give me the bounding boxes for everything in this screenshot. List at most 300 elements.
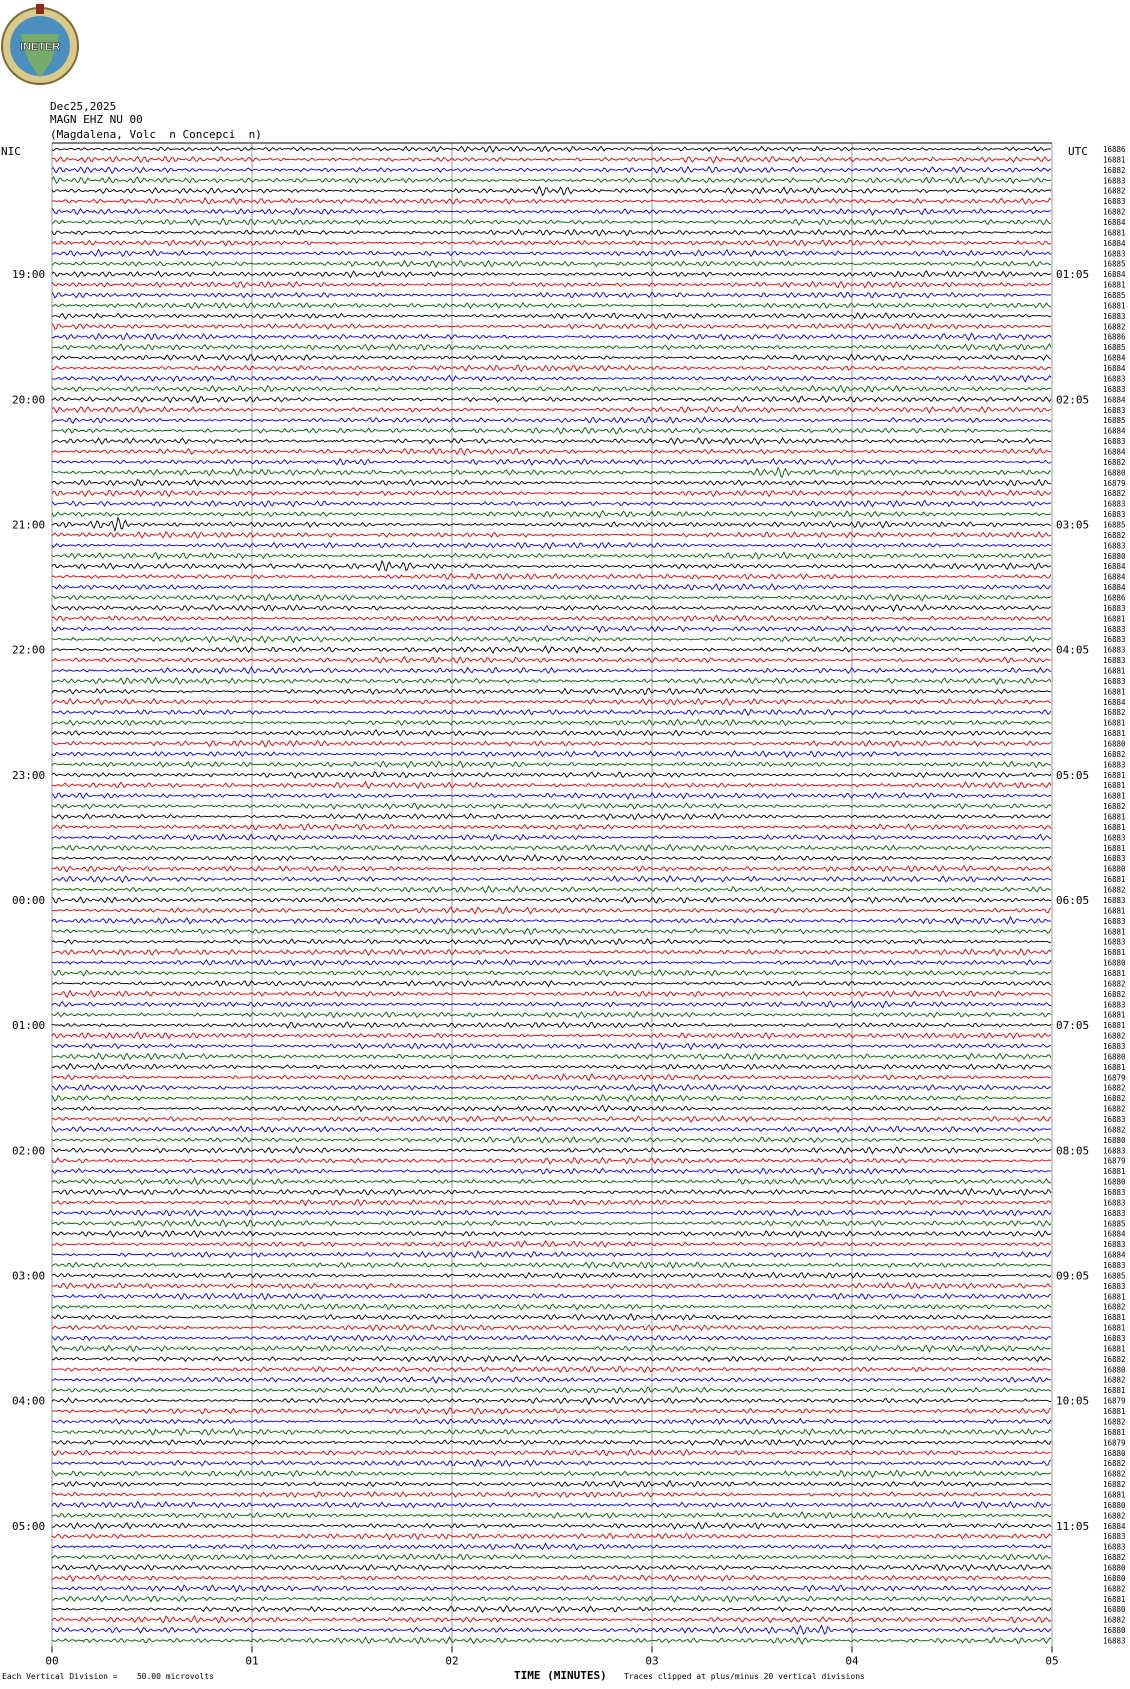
- row-end-label-78: 16880: [1103, 958, 1126, 968]
- row-end-label-140: 16880: [1103, 1605, 1126, 1615]
- row-end-label-42: 16884: [1103, 583, 1126, 593]
- row-end-label-58: 16882: [1103, 749, 1126, 759]
- row-end-label-128: 16882: [1103, 1480, 1126, 1490]
- left-hour-label-9: 04:00: [12, 1394, 46, 1408]
- row-end-label-37: 16882: [1103, 530, 1126, 540]
- trace-row-32: [52, 479, 1051, 485]
- trace-row-1: [52, 156, 1051, 163]
- row-end-label-59: 16883: [1103, 760, 1126, 770]
- row-end-label-99: 16880: [1103, 1177, 1126, 1187]
- right-hour-label-5: 06:05: [1056, 893, 1090, 907]
- row-end-label-34: 16883: [1103, 499, 1126, 509]
- row-end-label-68: 16883: [1103, 854, 1126, 864]
- trace-row-57: [52, 741, 1051, 747]
- row-end-label-13: 16881: [1103, 280, 1126, 290]
- trace-row-43: [52, 594, 1051, 600]
- trace-row-51: [52, 678, 1051, 684]
- row-end-label-88: 16881: [1103, 1062, 1126, 1072]
- row-end-label-52: 16881: [1103, 687, 1126, 697]
- row-end-label-84: 16881: [1103, 1021, 1126, 1031]
- ineter-logo: [0, 0, 100, 90]
- trace-row-13: [52, 282, 1051, 288]
- row-end-label-91: 16882: [1103, 1094, 1126, 1104]
- row-end-label-57: 16880: [1103, 739, 1126, 749]
- trace-row-73: [52, 907, 1051, 914]
- trace-row-83: [52, 1012, 1051, 1018]
- trace-row-123: [52, 1429, 1051, 1436]
- trace-row-63: [52, 803, 1051, 809]
- row-end-label-3: 16883: [1103, 176, 1126, 186]
- logo-text: INETER: [19, 41, 61, 53]
- row-end-label-36: 16885: [1103, 520, 1126, 530]
- record-date: Dec25,2025: [50, 100, 117, 113]
- trace-row-90: [52, 1084, 1051, 1091]
- trace-row-46: [52, 626, 1051, 632]
- row-end-label-85: 16882: [1103, 1031, 1126, 1041]
- trace-row-86: [52, 1043, 1051, 1049]
- row-end-label-105: 16883: [1103, 1240, 1126, 1250]
- left-hour-label-8: 03:00: [12, 1269, 46, 1283]
- row-end-label-2: 16882: [1103, 165, 1126, 175]
- trace-row-95: [52, 1137, 1051, 1143]
- right-timezone-label: UTC: [1068, 145, 1088, 158]
- row-end-label-22: 16883: [1103, 374, 1126, 384]
- right-hour-label-8: 09:05: [1056, 1269, 1090, 1283]
- trace-row-65: [52, 824, 1051, 830]
- row-end-label-89: 16879: [1103, 1073, 1126, 1083]
- row-end-label-24: 16884: [1103, 395, 1126, 405]
- trace-row-64: [52, 814, 1051, 820]
- row-end-label-29: 16884: [1103, 447, 1126, 457]
- trace-row-119: [52, 1387, 1051, 1393]
- left-hour-label-0: 19:00: [12, 268, 46, 282]
- trace-row-127: [52, 1470, 1051, 1477]
- row-end-label-127: 16882: [1103, 1469, 1126, 1479]
- trace-row-78: [52, 960, 1051, 966]
- trace-row-38: [52, 543, 1051, 549]
- trace-row-105: [52, 1241, 1051, 1247]
- row-end-label-109: 16883: [1103, 1281, 1126, 1291]
- row-end-label-96: 16883: [1103, 1146, 1126, 1156]
- row-end-label-18: 16886: [1103, 332, 1126, 342]
- trace-row-16: [52, 313, 1051, 319]
- right-hour-label-3: 04:05: [1056, 643, 1090, 657]
- trace-row-89: [52, 1074, 1051, 1081]
- row-end-label-26: 16885: [1103, 416, 1126, 426]
- trace-row-45: [52, 615, 1051, 621]
- right-hour-label-10: 11:05: [1056, 1519, 1090, 1533]
- trace-row-96: [52, 1147, 1051, 1154]
- row-end-label-139: 16881: [1103, 1594, 1126, 1604]
- row-end-label-119: 16881: [1103, 1386, 1126, 1396]
- trace-row-117: [52, 1367, 1051, 1373]
- row-end-label-61: 16881: [1103, 781, 1126, 791]
- row-end-label-138: 16882: [1103, 1584, 1126, 1594]
- row-end-label-74: 16883: [1103, 916, 1126, 926]
- trace-row-74: [52, 917, 1051, 924]
- row-end-label-32: 16879: [1103, 478, 1126, 488]
- row-end-label-134: 16883: [1103, 1542, 1126, 1552]
- trace-row-49: [52, 657, 1051, 663]
- row-end-label-33: 16882: [1103, 489, 1126, 499]
- x-axis: [45, 1646, 1058, 1667]
- row-end-label-44: 16883: [1103, 603, 1126, 613]
- trace-row-44: [52, 605, 1051, 611]
- row-end-label-115: 16881: [1103, 1344, 1126, 1354]
- trace-row-36: [52, 518, 1051, 531]
- trace-row-25: [52, 407, 1051, 413]
- trace-row-88: [52, 1063, 1051, 1069]
- trace-row-101: [52, 1199, 1051, 1205]
- row-end-label-51: 16883: [1103, 676, 1126, 686]
- trace-row-35: [52, 511, 1051, 518]
- trace-row-141: [52, 1616, 1051, 1623]
- row-end-label-40: 16884: [1103, 562, 1126, 572]
- row-end-label-25: 16883: [1103, 405, 1126, 415]
- trace-row-60: [52, 772, 1051, 778]
- row-end-label-142: 16880: [1103, 1626, 1126, 1636]
- row-end-label-64: 16881: [1103, 812, 1126, 822]
- trace-row-67: [52, 845, 1051, 851]
- trace-row-61: [52, 782, 1051, 789]
- row-end-label-87: 16880: [1103, 1052, 1126, 1062]
- trace-row-103: [52, 1220, 1051, 1227]
- trace-row-93: [52, 1116, 1051, 1122]
- trace-row-121: [52, 1408, 1051, 1414]
- trace-row-94: [52, 1126, 1051, 1132]
- trace-row-33: [52, 490, 1051, 496]
- trace-row-140: [52, 1606, 1051, 1613]
- row-end-label-15: 16881: [1103, 301, 1126, 311]
- trace-row-138: [52, 1585, 1051, 1592]
- trace-row-106: [52, 1251, 1051, 1258]
- trace-row-18: [52, 333, 1051, 340]
- left-hour-label-2: 21:00: [12, 518, 46, 532]
- trace-row-82: [52, 1001, 1051, 1008]
- row-end-label-83: 16881: [1103, 1010, 1126, 1020]
- trace-row-24: [52, 396, 1051, 403]
- row-end-label-60: 16881: [1103, 770, 1126, 780]
- trace-row-77: [52, 949, 1051, 955]
- row-end-label-118: 16882: [1103, 1375, 1126, 1385]
- row-end-label-65: 16881: [1103, 822, 1126, 832]
- trace-row-58: [52, 751, 1051, 758]
- row-end-label-130: 16880: [1103, 1500, 1126, 1510]
- row-end-label-63: 16882: [1103, 802, 1126, 812]
- trace-row-113: [52, 1325, 1051, 1331]
- trace-row-111: [52, 1304, 1051, 1310]
- row-end-label-81: 16882: [1103, 989, 1126, 999]
- right-hour-label-2: 03:05: [1056, 518, 1090, 532]
- row-end-label-49: 16883: [1103, 656, 1126, 666]
- row-end-label-43: 16886: [1103, 593, 1126, 603]
- row-end-label-117: 16880: [1103, 1365, 1126, 1375]
- row-end-label-122: 16882: [1103, 1417, 1126, 1427]
- trace-row-19: [52, 344, 1051, 350]
- trace-row-80: [52, 981, 1051, 987]
- row-end-label-50: 16881: [1103, 666, 1126, 676]
- row-end-label-4: 16882: [1103, 186, 1126, 196]
- row-end-label-106: 16884: [1103, 1250, 1126, 1260]
- trace-row-7: [52, 218, 1051, 225]
- row-end-label-125: 16880: [1103, 1448, 1126, 1458]
- x-tick-label-04: 04: [845, 1654, 859, 1668]
- row-end-label-111: 16882: [1103, 1302, 1126, 1312]
- trace-row-76: [52, 939, 1051, 945]
- trace-row-27: [52, 428, 1051, 434]
- right-hour-label-1: 02:05: [1056, 393, 1090, 407]
- trace-row-104: [52, 1231, 1051, 1237]
- trace-row-129: [52, 1492, 1051, 1498]
- row-end-label-56: 16881: [1103, 729, 1126, 739]
- row-end-label-0: 16886: [1103, 145, 1126, 154]
- row-end-label-94: 16882: [1103, 1125, 1126, 1135]
- vertical-division-note: Each Vertical Division = 50.00 microvolts: [2, 1672, 214, 1681]
- row-end-label-14: 16885: [1103, 291, 1126, 301]
- trace-row-17: [52, 324, 1051, 330]
- left-timezone-label: NIC: [1, 145, 21, 158]
- row-end-label-73: 16881: [1103, 906, 1126, 916]
- trace-row-134: [52, 1543, 1051, 1549]
- row-end-label-47: 16883: [1103, 635, 1126, 645]
- row-end-label-23: 16883: [1103, 384, 1126, 394]
- trace-row-87: [52, 1053, 1051, 1059]
- trace-row-11: [52, 261, 1051, 267]
- row-end-label-20: 16884: [1103, 353, 1126, 363]
- trace-row-9: [52, 240, 1051, 246]
- row-end-label-7: 16884: [1103, 218, 1126, 228]
- trace-row-68: [52, 855, 1051, 861]
- row-end-label-126: 16882: [1103, 1459, 1126, 1469]
- trace-row-102: [52, 1210, 1051, 1216]
- trace-row-28: [52, 438, 1051, 444]
- row-end-label-114: 16883: [1103, 1334, 1126, 1344]
- trace-row-130: [52, 1502, 1051, 1508]
- left-hour-label-10: 05:00: [12, 1519, 46, 1533]
- row-end-label-141: 16882: [1103, 1615, 1126, 1625]
- row-end-label-69: 16880: [1103, 864, 1126, 874]
- row-end-label-97: 16879: [1103, 1156, 1126, 1166]
- row-end-label-133: 16883: [1103, 1532, 1126, 1542]
- clipping-note: Traces clipped at plus/minus 20 vertical divisions: [624, 1672, 865, 1681]
- row-end-label-95: 16880: [1103, 1135, 1126, 1145]
- trace-row-128: [52, 1481, 1051, 1487]
- row-end-label-70: 16881: [1103, 875, 1126, 885]
- trace-row-79: [52, 970, 1051, 976]
- row-end-label-132: 16884: [1103, 1521, 1126, 1531]
- row-end-label-19: 16885: [1103, 343, 1126, 353]
- row-end-label-124: 16879: [1103, 1438, 1126, 1448]
- left-hour-label-7: 02:00: [12, 1144, 46, 1158]
- row-end-label-48: 16883: [1103, 645, 1126, 655]
- x-tick-label-03: 03: [645, 1654, 659, 1668]
- row-end-label-1: 16881: [1103, 155, 1126, 165]
- left-hour-label-5: 00:00: [12, 893, 46, 907]
- trace-row-8: [52, 230, 1051, 236]
- trace-row-71: [52, 886, 1051, 893]
- right-hour-label-7: 08:05: [1056, 1144, 1090, 1158]
- trace-row-15: [52, 303, 1051, 309]
- trace-row-124: [52, 1440, 1051, 1446]
- x-tick-label-01: 01: [245, 1654, 259, 1668]
- trace-row-136: [52, 1565, 1051, 1571]
- trace-row-131: [52, 1512, 1051, 1518]
- row-end-label-135: 16882: [1103, 1553, 1126, 1563]
- trace-row-50: [52, 667, 1051, 673]
- row-end-label-79: 16881: [1103, 968, 1126, 978]
- trace-row-41: [52, 573, 1051, 579]
- row-end-label-102: 16883: [1103, 1208, 1126, 1218]
- left-hour-label-4: 23:00: [12, 768, 46, 782]
- row-end-label-108: 16885: [1103, 1271, 1126, 1281]
- row-end-label-103: 16885: [1103, 1219, 1126, 1229]
- trace-row-72: [52, 897, 1051, 903]
- x-tick-label-02: 02: [445, 1654, 459, 1668]
- row-end-label-12: 16884: [1103, 270, 1126, 280]
- row-end-label-120: 16879: [1103, 1396, 1126, 1406]
- row-end-label-27: 16884: [1103, 426, 1126, 436]
- trace-row-91: [52, 1095, 1051, 1101]
- row-end-label-11: 16885: [1103, 259, 1126, 269]
- row-end-label-35: 16883: [1103, 510, 1126, 520]
- row-end-label-8: 16881: [1103, 228, 1126, 238]
- trace-row-23: [52, 386, 1051, 393]
- trace-rows: [52, 146, 1051, 1644]
- row-end-label-9: 16884: [1103, 238, 1126, 248]
- trace-row-75: [52, 929, 1051, 935]
- trace-row-137: [52, 1575, 1051, 1581]
- trace-row-108: [52, 1272, 1051, 1278]
- row-end-label-112: 16881: [1103, 1313, 1126, 1323]
- trace-row-62: [52, 793, 1051, 799]
- row-end-label-131: 16882: [1103, 1511, 1126, 1521]
- row-end-label-72: 16883: [1103, 895, 1126, 905]
- trace-row-99: [52, 1178, 1051, 1184]
- row-end-label-53: 16884: [1103, 697, 1126, 707]
- trace-row-14: [52, 292, 1051, 298]
- station-code: MAGN EHZ NU 00: [50, 113, 143, 126]
- right-hour-label-4: 05:05: [1056, 768, 1090, 782]
- row-end-label-67: 16881: [1103, 843, 1126, 853]
- trace-row-5: [52, 198, 1051, 204]
- trace-row-135: [52, 1554, 1051, 1560]
- row-end-label-28: 16883: [1103, 437, 1126, 447]
- trace-row-109: [52, 1283, 1051, 1289]
- row-end-label-21: 16884: [1103, 364, 1126, 374]
- trace-row-100: [52, 1189, 1051, 1195]
- trace-row-40: [52, 561, 1051, 570]
- row-end-label-82: 16883: [1103, 1000, 1126, 1010]
- trace-row-126: [52, 1460, 1051, 1466]
- row-end-label-143: 16883: [1103, 1636, 1126, 1646]
- trace-row-55: [52, 720, 1051, 726]
- row-end-label-62: 16881: [1103, 791, 1126, 801]
- row-end-label-80: 16882: [1103, 979, 1126, 989]
- row-end-label-100: 16883: [1103, 1188, 1126, 1197]
- trace-row-39: [52, 552, 1051, 559]
- trace-row-6: [52, 208, 1051, 215]
- trace-row-0: [52, 146, 1051, 152]
- trace-row-133: [52, 1534, 1051, 1540]
- x-tick-label-00: 00: [45, 1654, 59, 1668]
- right-hour-label-9: 10:05: [1056, 1394, 1090, 1408]
- trace-row-107: [52, 1262, 1051, 1268]
- row-end-label-116: 16882: [1103, 1354, 1126, 1364]
- row-end-label-45: 16881: [1103, 614, 1126, 624]
- row-end-label-98: 16881: [1103, 1167, 1126, 1177]
- trace-row-118: [52, 1376, 1051, 1383]
- trace-row-59: [52, 761, 1051, 767]
- row-end-label-54: 16882: [1103, 708, 1126, 718]
- row-end-label-6: 16882: [1103, 207, 1126, 217]
- trace-row-97: [52, 1158, 1051, 1164]
- trace-row-34: [52, 501, 1051, 507]
- trace-row-47: [52, 636, 1051, 643]
- trace-row-26: [52, 417, 1051, 424]
- trace-row-21: [52, 365, 1051, 371]
- trace-row-56: [52, 730, 1051, 736]
- row-end-label-66: 16883: [1103, 833, 1126, 843]
- row-end-label-39: 16880: [1103, 551, 1126, 561]
- row-end-label-123: 16881: [1103, 1427, 1126, 1437]
- trace-row-85: [52, 1032, 1051, 1039]
- trace-row-52: [52, 688, 1051, 694]
- trace-row-66: [52, 834, 1051, 840]
- row-end-label-92: 16882: [1103, 1104, 1126, 1114]
- trace-row-142: [52, 1625, 1051, 1634]
- row-end-label-90: 16882: [1103, 1083, 1126, 1093]
- trace-row-37: [52, 532, 1051, 538]
- row-end-label-38: 16883: [1103, 541, 1126, 551]
- row-end-label-129: 16881: [1103, 1490, 1126, 1500]
- trace-row-3: [52, 177, 1051, 183]
- trace-row-29: [52, 448, 1051, 454]
- trace-row-2: [52, 167, 1051, 174]
- station-location: (Magdalena, Volc n Concepci n): [50, 128, 262, 141]
- row-end-label-104: 16884: [1103, 1229, 1126, 1239]
- row-end-label-121: 16881: [1103, 1407, 1126, 1417]
- trace-row-115: [52, 1345, 1051, 1352]
- row-end-label-30: 16882: [1103, 457, 1126, 467]
- row-end-label-86: 16883: [1103, 1041, 1126, 1051]
- row-end-label-10: 16883: [1103, 249, 1126, 259]
- trace-row-30: [52, 459, 1051, 465]
- left-hour-label-3: 22:00: [12, 643, 46, 657]
- trace-row-114: [52, 1335, 1051, 1341]
- x-axis-title: TIME (MINUTES): [514, 1669, 607, 1682]
- trace-row-120: [52, 1398, 1051, 1405]
- trace-row-54: [52, 709, 1051, 716]
- row-end-label-31: 16880: [1103, 468, 1126, 478]
- right-hour-label-0: 01:05: [1056, 268, 1090, 282]
- row-end-label-71: 16882: [1103, 885, 1126, 895]
- trace-row-12: [52, 271, 1051, 278]
- row-end-label-136: 16880: [1103, 1563, 1126, 1573]
- trace-row-4: [52, 187, 1051, 196]
- row-end-label-41: 16884: [1103, 572, 1126, 582]
- row-end-label-75: 16881: [1103, 927, 1126, 937]
- row-end-label-113: 16881: [1103, 1323, 1126, 1333]
- row-end-label-101: 16883: [1103, 1198, 1126, 1208]
- right-hour-label-6: 07:05: [1056, 1019, 1090, 1033]
- row-end-label-46: 16883: [1103, 624, 1126, 634]
- row-end-label-137: 16880: [1103, 1573, 1126, 1583]
- trace-row-125: [52, 1449, 1051, 1455]
- row-end-label-77: 16881: [1103, 948, 1126, 958]
- row-end-label-17: 16882: [1103, 322, 1126, 332]
- left-hour-label-6: 01:00: [12, 1019, 46, 1033]
- trace-row-48: [52, 646, 1051, 653]
